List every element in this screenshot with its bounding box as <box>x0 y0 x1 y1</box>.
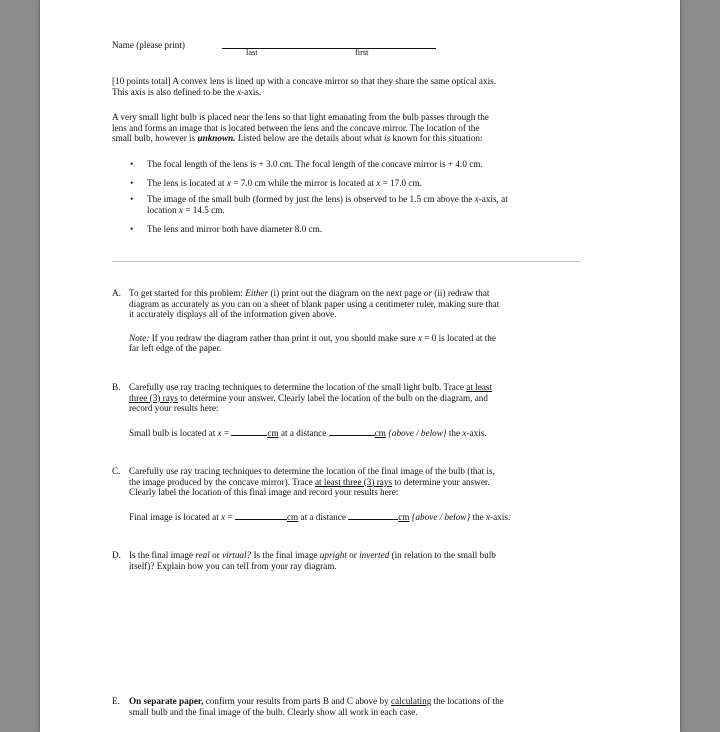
part-c: C. Carefully use ray tracing techniques to determine the location of the final image of the bulb (that is, the image produced by the concave mirror). Trace at least three (3) rays to determine your answer. Clearly label the location of this final image and record your results here: Final image is located at x = cm at a distance cm {above / below} the x-axis. <box>112 466 582 522</box>
bullet-icon: • <box>130 194 134 204</box>
part-d: D. Is the final image real or virtual? Is the final image upright or inverted (in relation to the small bulb itself)? Explain how you can tell from your ray diagram. <box>112 550 496 571</box>
known-facts-list <box>112 159 582 235</box>
section-divider <box>112 261 580 262</box>
list-item: • The lens and mirror both have diameter 8.0 cm. <box>130 224 323 234</box>
part-a-label: A. <box>112 288 121 298</box>
points-text: [10 points total] <box>112 76 171 86</box>
part-c-label: C. <box>112 466 121 476</box>
part-e: E. On separate paper, confirm your results from parts B and C above by calculating the locations of the small bulb and the final image of the bulb. Clearly show all work in each case. <box>112 696 504 717</box>
bullet-icon: • <box>130 159 134 169</box>
list-item: • The lens is located at x = 7.0 cm while the mirror is located at x = 17.0 cm. <box>130 178 422 188</box>
unknown-emphasis: unknown. <box>197 133 236 144</box>
part-d-label: D. <box>112 550 121 560</box>
part-c-answer-line: Final image is located at x = cm at a distance cm {above / below} the x-axis. <box>129 511 511 522</box>
part-b-label: B. <box>112 382 121 392</box>
first-label: first <box>355 48 369 57</box>
list-item: • The image of the small bulb (formed by just the lens) is observed to be 1.5 cm above the x-axis, at location x = 14.5 cm. <box>130 194 508 215</box>
part-e-label: E. <box>112 696 120 706</box>
intro-paragraph: [10 points total] A convex lens is lined up with a concave mirror so that they share the same optical axis. This axis is also defined to be the x-axis. <box>112 76 497 97</box>
bullet-icon: • <box>130 224 134 234</box>
part-b: B. Carefully use ray tracing techniques to determine the location of the small light bulb. Trace at least three (3) rays to determine your answer. Clearly label the location of the bulb on the diagram, and record your results here: Small bulb is located at x = cm at a distance cm {above / below} the x-axis. <box>112 382 582 438</box>
situation-paragraph: A very small light bulb is placed near the lens so that light emanating from the bulb passes through the lens and forms an image that is located between the lens and the concave mirror. The location of the small bulb, however is unknown. Listed below are the details about what is known for this situation: <box>112 112 489 144</box>
bulb-distance-blank[interactable] <box>329 427 375 436</box>
name-label: Name (please print) <box>112 40 185 50</box>
bulb-x-blank[interactable] <box>231 427 267 436</box>
part-a: A. To get started for this problem: Either (i) print out the diagram on the next page or (ii) redraw that diagram as accurately as you can on a sheet of blank paper using a centimeter ruler, making sure that it accurately displays all of the information given above. Note: If you redraw the diagram rather than print it out, you should make sure x = 0 is located at the far left edge of the paper. <box>112 288 500 354</box>
part-b-answer-line: Small bulb is located at x = cm at a distance cm {above / below} the x-axis. <box>129 427 487 438</box>
image-x-blank[interactable] <box>235 511 287 520</box>
last-label: last <box>246 48 258 57</box>
note-label: Note: <box>129 332 150 343</box>
document-page <box>40 0 680 732</box>
list-item: • The focal length of the lens is + 3.0 cm. The focal length of the concave mirror is + 4.0 cm. <box>130 159 483 169</box>
bullet-icon: • <box>130 178 134 188</box>
image-distance-blank[interactable] <box>348 511 398 520</box>
